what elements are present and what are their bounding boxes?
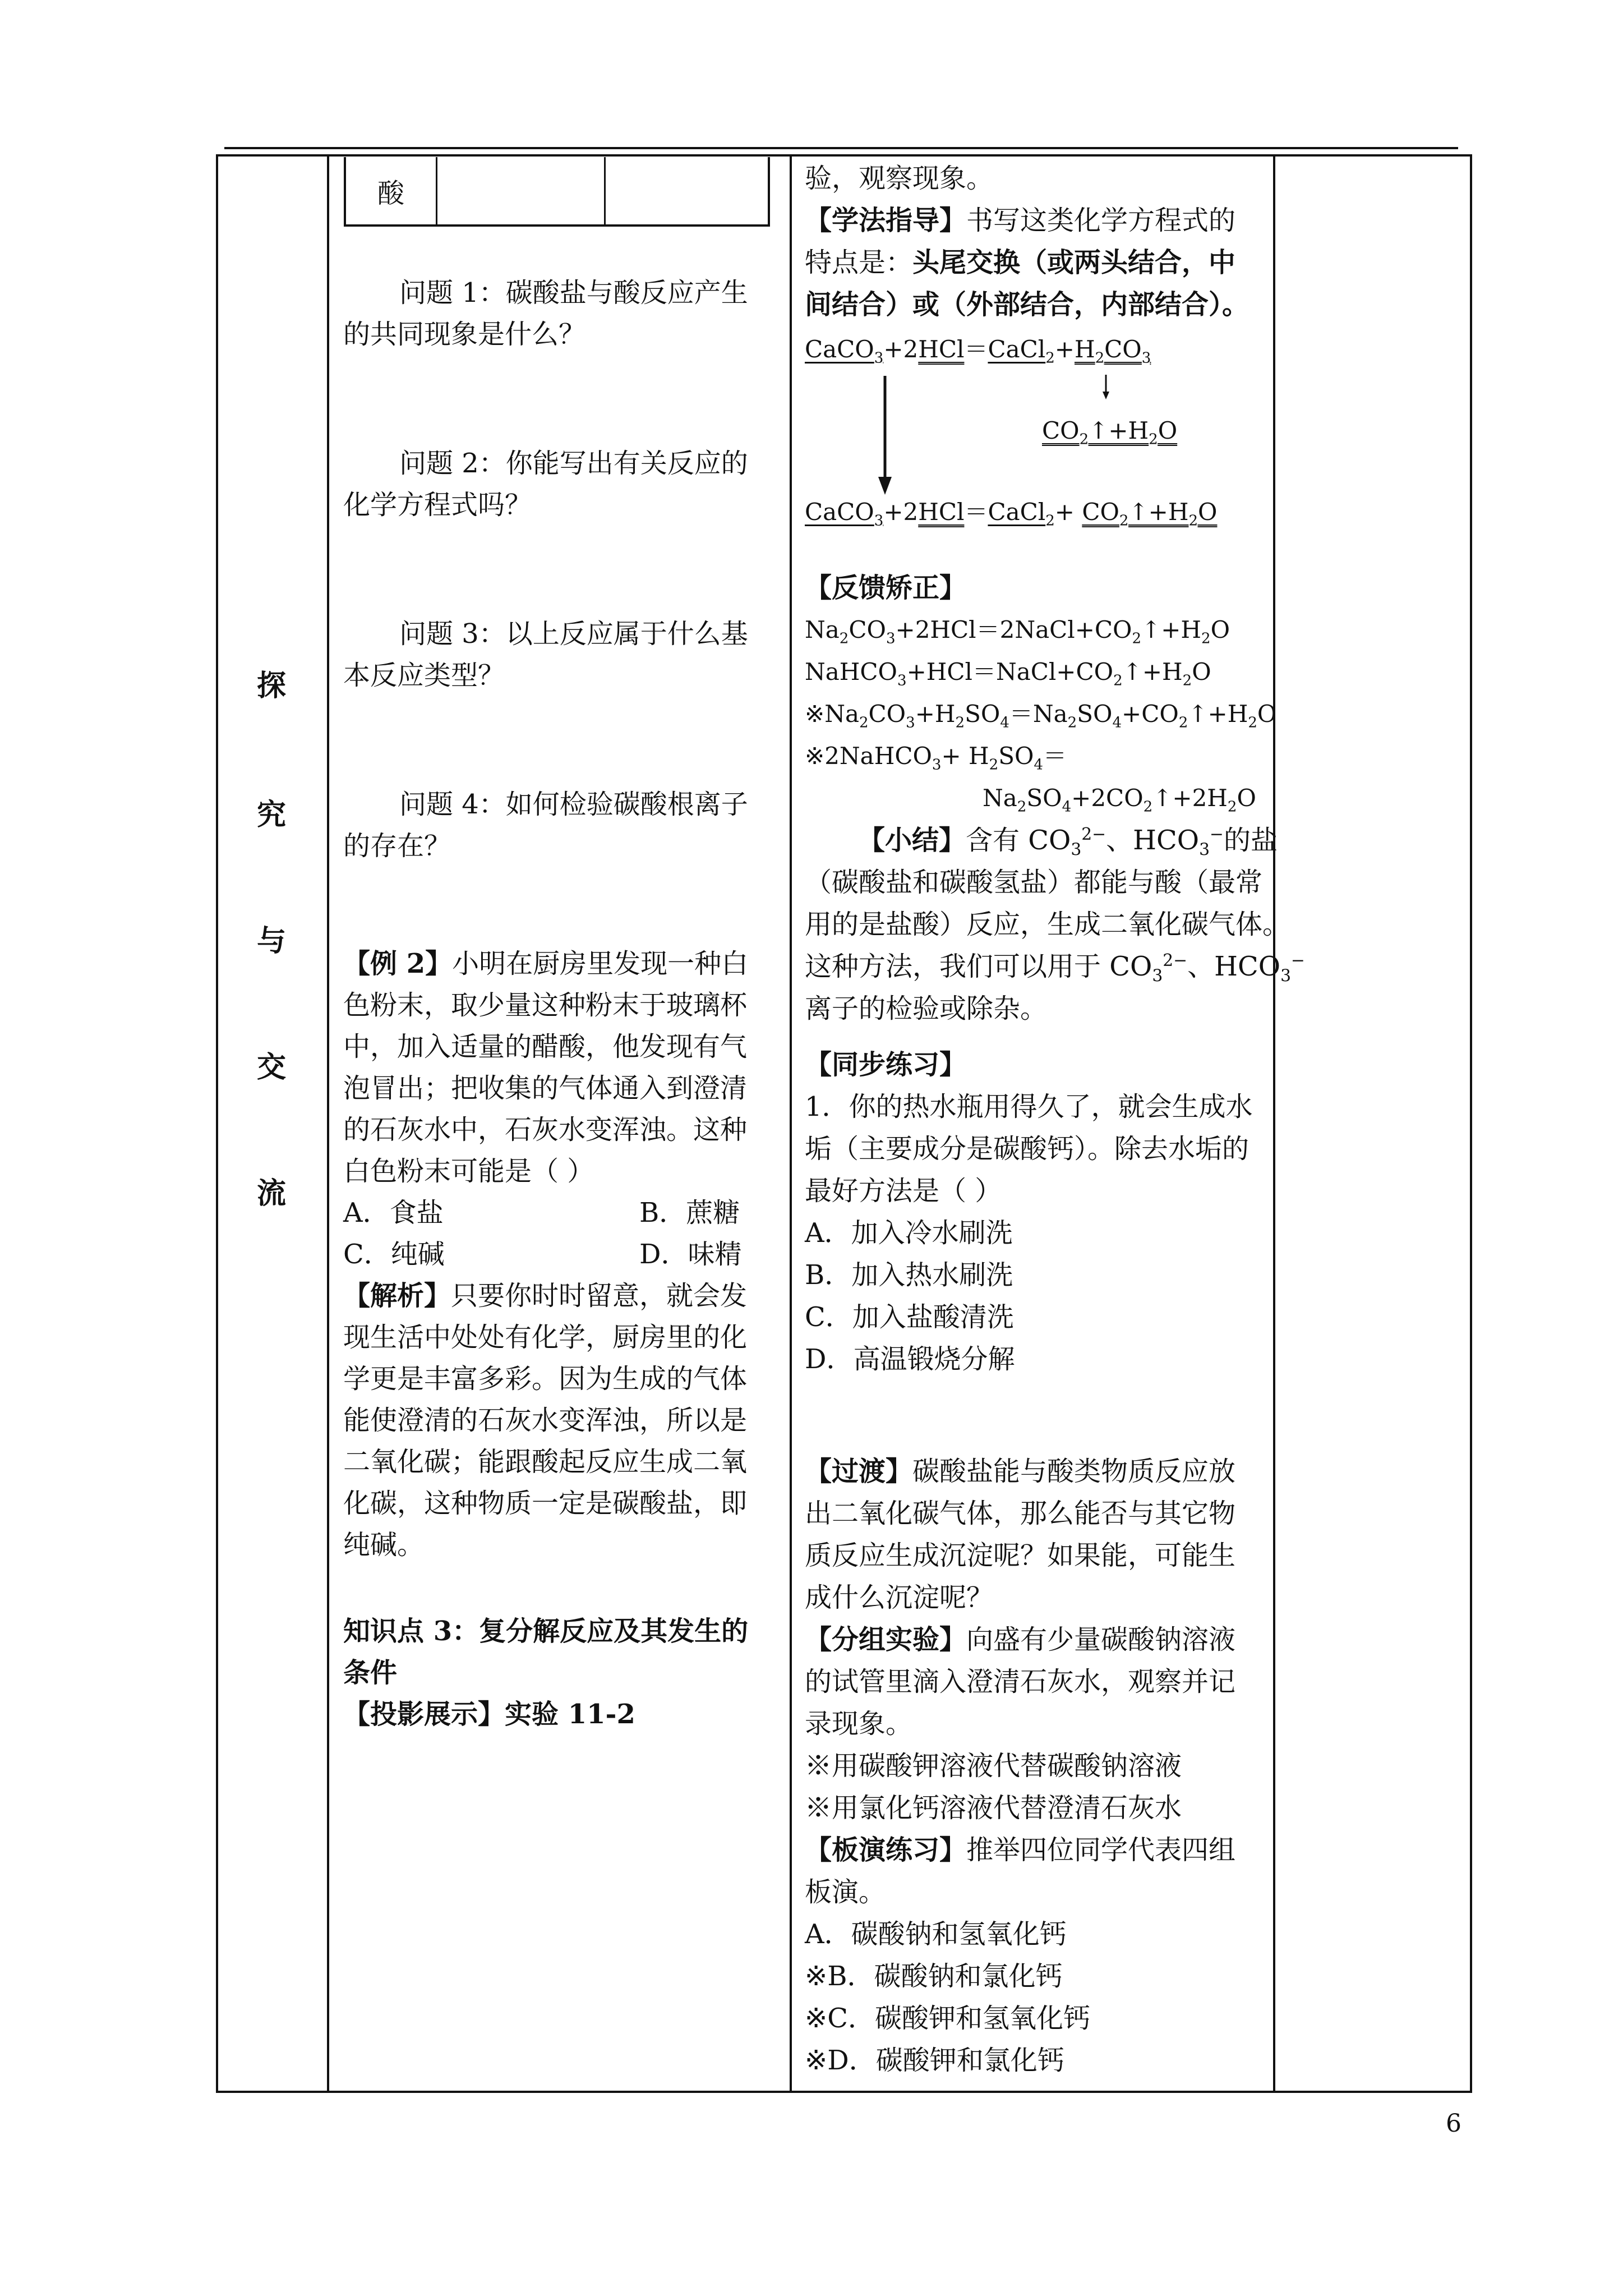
embedded-cell-label: [346, 157, 437, 224]
eq-top-equals: ＝: [964, 335, 988, 363]
practice-option-c: C．加入盐酸清洗: [805, 1301, 1014, 1333]
example-2-line: [343, 942, 748, 985]
analysis-line: 能使澄清的石灰水变浑浊，所以是: [343, 1405, 748, 1436]
table-bottom-border: [216, 2091, 1472, 2093]
eq-top-cacl2: CaCl$_2$: [988, 335, 1055, 367]
practice-line: 最好方法是（ ）: [805, 1175, 1002, 1207]
example-2-option-b: B．蔗糖: [639, 1197, 740, 1228]
example-2-option-d: D．味精: [639, 1239, 742, 1270]
embedded-cell-text: 酸: [377, 177, 404, 209]
eq-bottom-hcl: HCl: [918, 498, 965, 526]
equation-mid: [1042, 409, 1177, 452]
analysis-line: 现生活中处处有化学，厨房里的化: [343, 1322, 748, 1353]
analysis-line: 学更是丰富多彩。因为生成的气体: [343, 1363, 748, 1395]
practice-option-a: A．加入冷水刷洗: [805, 1217, 1013, 1249]
board-line: 板演。: [805, 1876, 886, 1908]
transition-line: 成什么沉淀呢？: [805, 1582, 994, 1613]
question-4-line: 问题 4：如何检验碳酸根离子: [399, 789, 748, 820]
practice-option-b: B．加入热水刷洗: [805, 1259, 1013, 1291]
method-text: 特点是：: [805, 247, 913, 278]
eq-bottom-cacl2: CaCl$_2$: [988, 498, 1055, 530]
analysis-line: 二氧化碳；能跟酸起反应生成二氧: [343, 1446, 748, 1478]
board-option-a: A．碳酸钠和氢氧化钙: [805, 1918, 1067, 1950]
question-4-line: 的存在？: [343, 830, 451, 862]
transition-line: 出二氧化碳气体，那么能否与其它物: [805, 1498, 1236, 1529]
summary-line: 【小结】含有 $CO_3^{2-}$、$HCO_3^-$的盐: [858, 825, 1278, 860]
feedback-eq-1: $Na_2CO_3+2HCl=2NaCl+CO_2↑+H_2O$: [805, 616, 1230, 647]
feedback-eq-4b: $Na_2SO_4+2CO_2↑+2H_2O$: [983, 784, 1256, 816]
method-line: [805, 199, 1235, 242]
embedded-cell-3: [606, 157, 768, 224]
eq-bottom-equals: ＝: [964, 498, 988, 526]
board-line: [805, 1829, 1235, 1871]
question-2-line: 化学方程式吗？: [343, 489, 532, 521]
transition-tag: 【过渡】: [805, 1456, 913, 1487]
group-exp-tag: 【分组实验】: [805, 1624, 967, 1655]
group-exp-line: 的试管里滴入澄清石灰水，观察并记: [805, 1666, 1236, 1697]
stage-char: 与: [257, 924, 287, 958]
example-2-line: 中，加入适量的醋酸，他发现有气: [343, 1031, 748, 1062]
projection-text: 实验 11-2: [505, 1699, 635, 1730]
summary-line: （碳酸盐和碳酸氢盐）都能与酸（最常: [805, 867, 1263, 898]
eq-top-caco3: CaCO$_3$: [805, 335, 884, 367]
table-top-border: [216, 154, 1472, 157]
method-line: 间结合）或（外部结合，内部结合）。: [805, 289, 1249, 320]
eq-top-plus: +2: [883, 335, 919, 363]
feedback-eq-3: $※Na_2CO_3+H_2SO_4=Na_2SO_4+CO_2↑+H_2O$: [805, 700, 1277, 731]
method-bold: 头尾交换（或两头结合，中: [912, 247, 1236, 278]
note-line: ※用氯化钙溶液代替澄清石灰水: [805, 1792, 1182, 1824]
summary-line: 这种方法，我们可以用于 $CO_3^{2-}$、$HCO_3^-$: [805, 951, 1305, 986]
board-option-c: ※C．碳酸钾和氢氧化钙: [805, 2003, 1090, 2034]
table-col-divider-3: [1273, 154, 1275, 2093]
eq-bottom-plus: +2: [883, 498, 919, 526]
feedback-eq-2: $NaHCO_3+HCl=NaCl+CO_2↑+H_2O$: [805, 658, 1211, 689]
note-line: ※用碳酸钾溶液代替碳酸钠溶液: [805, 1750, 1182, 1782]
stage-char: 流: [257, 1176, 287, 1211]
table-right-border: [1470, 154, 1472, 2093]
summary-tag: 【小结】: [858, 825, 966, 856]
analysis-line: [343, 1274, 747, 1317]
example-2-text: 小明在厨房里发现一种白: [452, 948, 749, 979]
board-option-d: ※D．碳酸钾和氯化钙: [805, 2045, 1064, 2076]
practice-line: 垢（主要成分是碳酸钙）。除去水垢的: [805, 1133, 1249, 1165]
stage-char: 交: [257, 1050, 287, 1084]
board-tag: 【板演练习】: [805, 1834, 967, 1866]
board-option-b: ※B．碳酸钠和氯化钙: [805, 1961, 1063, 1992]
header-rule: [224, 147, 1458, 149]
example-2-line: 色粉末，取少量这种粉末于玻璃杯: [343, 990, 748, 1021]
feedback-eq-4a: ※2NaHCO$_3$+ $H_2SO_4=$: [805, 742, 1067, 774]
analysis-line: 化碳，这种物质一定是碳酸盐，即: [343, 1488, 748, 1519]
knowledge-point-3-line: 知识点 3：复分解反应及其发生的: [343, 1616, 749, 1647]
eq-top-h2co3: $H_2CO_3$: [1074, 335, 1151, 367]
page-number: 6: [1446, 2109, 1461, 2138]
projection-line: [343, 1693, 635, 1736]
eq-top-plus2: +: [1054, 335, 1075, 363]
group-exp-line: 录现象。: [805, 1708, 913, 1740]
group-exp-text: 向盛有少量碳酸钠溶液: [966, 1624, 1236, 1655]
question-3-line: 问题 3：以上反应属于什么基: [399, 618, 748, 650]
knowledge-point-3-line: 条件: [343, 1657, 398, 1688]
question-1-line: 的共同现象是什么？: [343, 319, 586, 350]
embedded-cell-2: [437, 157, 606, 224]
feedback-tag: 【反馈矫正】: [805, 572, 967, 604]
example-2-line: 的石灰水中，石灰水变浑浊。这种: [343, 1114, 748, 1145]
board-text: 推举四位同学代表四组: [966, 1834, 1236, 1866]
analysis-line: 纯碱。: [343, 1529, 425, 1561]
analysis-text: 只要你时时留意，就会发: [451, 1280, 748, 1312]
example-2-option-c: C．纯碱: [343, 1239, 445, 1270]
example-2-line: 泡冒出；把收集的气体通入到澄清: [343, 1073, 748, 1104]
method-text: 书写这类化学方程式的: [966, 205, 1236, 236]
group-exp-line: [805, 1618, 1235, 1661]
table-col-divider-1: [327, 154, 329, 2093]
example-2-option-a: A．食盐: [343, 1197, 444, 1228]
eq-bottom-caco3: CaCO$_3$: [805, 498, 884, 530]
example-2-line: 白色粉末可能是（ ）: [343, 1156, 594, 1187]
question-3-line: 本反应类型？: [343, 660, 505, 691]
short-down-arrow-head: [1103, 392, 1109, 399]
method-line: [805, 241, 1235, 284]
transition-line: [805, 1450, 1235, 1493]
transition-line: 质反应生成沉淀呢？如果能，可能生: [805, 1540, 1236, 1571]
summary-line: 用的是盐酸）反应，生成二氧化碳气体。: [805, 909, 1290, 940]
stage-char: 探: [257, 669, 287, 703]
eq-mid-products: $CO_2↑+H_2O$: [1042, 417, 1178, 448]
practice-line: 1．你的热水瓶用得久了，就会生成水: [805, 1091, 1253, 1122]
transition-text: 碳酸盐能与酸类物质反应放: [912, 1456, 1236, 1487]
embedded-table-row: [344, 157, 770, 227]
projection-tag: 【投影展示】: [343, 1699, 505, 1730]
table-left-border: [216, 154, 218, 2093]
analysis-tag: 【解析】: [343, 1280, 451, 1312]
eq-bottom-plus2: +: [1054, 498, 1075, 526]
method-tag: 【学法指导】: [805, 205, 967, 236]
eq-bottom-products: $CO_2↑+H_2O$: [1082, 498, 1218, 530]
practice-option-d: D．高温锻烧分解: [805, 1343, 1015, 1375]
question-2-line: 问题 2：你能写出有关反应的: [399, 448, 748, 479]
summary-line: 离子的检验或除杂。: [805, 993, 1048, 1024]
stage-char: 究: [257, 798, 287, 832]
eq-top-hcl: HCl: [918, 335, 965, 363]
right-line-0: 验，观察现象。: [805, 163, 994, 194]
question-1-line: 问题 1：碳酸盐与酸反应产生: [399, 277, 748, 309]
example-2-tag: 【例 2】: [343, 948, 453, 979]
practice-tag: 【同步练习】: [805, 1049, 967, 1080]
equation-bottom: [805, 491, 1217, 533]
